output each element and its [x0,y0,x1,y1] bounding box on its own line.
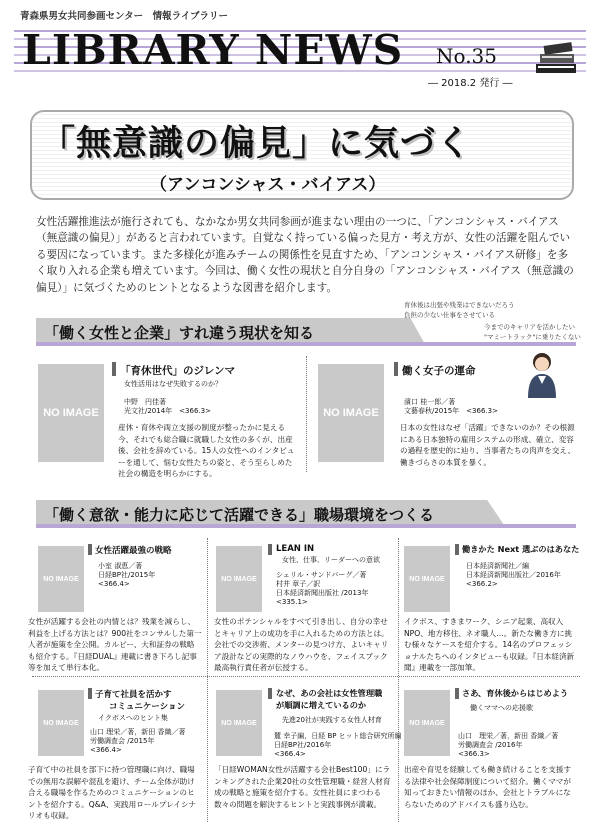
book-callnumber: <366.2> [466,580,498,588]
feature-intro: 女性活躍推進法が施行されても、なかなか男女共同参画が進まない理由の一つに、「アンコンシャス・バイアス（無意識の偏見）」があると言われています。自覚なく持っている偏った見方・考え方が、女性の活躍を阻んでいる要因になっています。また多様化が進みチームの関係性を見直すため、「アンコンシャス・バイアス研修」を多く取り入れる企業も増えています。今回は、働く女性の現状と自分自身の「アンコンシャス・バイアス（無意識の偏見）」に気づくためのヒントとなるような図書を紹介します。 [36,216,574,294]
book-title: 女性活躍最強の戦略 [95,546,172,556]
book-cover-placeholder: NO IMAGE [318,364,384,462]
book-subtitle: 先進20社が実践する女性人材育 [282,716,382,724]
book-publisher: 日本経済新聞出版社 /2013年 [276,589,369,597]
book-description: 女性が活躍する会社の内情とは？残業を減らし、利益を上げる方法とは？900社をコンサルした第一人者が施策を全公開。カルビー、大和証券の戦略も紹介する。『日経DUAL』連載に書き下ろし記事等を加えて単行本化。 [28,617,202,673]
issue-date: ― 2018.2 発行 ― [428,78,513,89]
organization-name: 青森県男女共同参画センター 情報ライブラリー [20,11,229,22]
column-divider [207,538,208,822]
title-marker [394,362,398,376]
book-title: LEAN IN [276,544,315,554]
book-description: 子育て中の社員を部下に持つ管理職に向け、職場での無用な誤解や混乱を避け、チーム全体が助け合える職場を作るためのコミュニケーションのヒントを紹介する。Q&A、実践用ロールプレイシナリオも収録。 [28,765,197,821]
title-marker [455,688,459,699]
book-title: なぜ、あの会社は女性管理職 [276,688,383,698]
feature-headline: 「無意識の偏見」に気づく [40,124,473,164]
books-icon [530,38,582,78]
speech-bubble: 負担の少ない仕事をさせている [404,311,495,319]
speech-bubble: 今までのキャリアを活かしたい [484,323,575,331]
book-author: シェリル・サンドバーグ／著 [276,571,367,579]
column-divider [306,356,307,472]
book-title: 「育休世代」のジレンマ [120,365,235,377]
book-author: 山口 理栄／著，新田 香織／著 [90,728,186,736]
book-author: 中野 円佳著 [124,398,166,406]
book-editor: 麓 幸子編，日経 BP ヒット総合研究所編 [274,732,402,740]
section1-title: 「働く女性と企業」すれ違う現状を知る [44,324,315,342]
book-callnumber: <366.3> [458,750,490,758]
title-marker [88,544,92,555]
book-title: さあ、育休後からはじめよう [462,688,569,698]
book-publisher: 光文社/2014年 <366.3> [124,407,211,415]
book-publisher: 文藝春秋/2015年 <366.3> [404,407,498,415]
title-marker [88,688,92,699]
book-description: イクボス、すきまワーク、シニア起業、高収入NPO、地方移住、ネオ職人…。新たな働き方に挑む様々なケースを紹介する。14名のプロフェッショナルたちへのインタビューも収録。『日本経済新聞』連載を一部加筆。 [404,617,575,673]
book-cover-placeholder: NO IMAGE [216,690,262,756]
speech-bubble: 育休後は出張や残業はできないだろう [404,301,515,309]
book-cover-placeholder: NO IMAGE [404,546,450,612]
book-description: 女性のポテンシャルをすべて引き出し、自分の幸せとキャリア上の成功を手に入れるための方法とは。会社での交渉術、メンターの見つけ方、よいキャリア設計などの実際的なノウハウを、フェイスブック最高執行責任者が伝授する。 [214,617,389,673]
book-publisher: 労働調査会 /2015年 [90,737,155,745]
book-author: 濱口 桂一郎／著 [404,398,456,406]
book-cover-placeholder: NO IMAGE [38,364,104,462]
book-description: 日本の女性はなぜ「活躍」できないのか？その根源にある日本独特の雇用システムの形成、確立、変容の過程を歴史的に辿り、当事者たちの肉声を交え、働きづらさの本質を暴く。 [400,423,576,467]
title-marker [268,688,272,699]
book-author: 小室 淑恵／著 [98,562,143,570]
book-author: 山口 理栄／著，新田 香織／著 [458,732,559,740]
book-publisher: 日経BP社/2016年 [274,741,332,749]
book-title: 働きかた Next 選ぶのはあなた [462,544,580,554]
book-subtitle: イクボスへのヒント集 [98,714,168,722]
book-subtitle: 女性活用はなぜ失敗するのか？ [124,380,222,388]
book-description: 産休・育休や両立支援の制度が整ったかに見える今、それでも総合職に就職した女性の多くが、出産後、会社を辞めている。15人の女性へのインタビューを通して、悩む女性たちの姿と、そう至らしめた社会の構造を明らかにする。 [118,423,295,479]
feature-subheadline: （アンコンシャス・バイアス） [150,175,386,195]
book-publisher: 日本経済新聞出版社／2016年 [466,571,561,579]
book-editor: 日本経済新聞社／編 [466,562,529,570]
speech-bubble: "マミートラック"に乗りたくない [484,333,581,341]
title-marker [112,362,116,376]
book-publisher: 日経BP社/2015年 [98,571,156,579]
masthead-title: LIBRARY NEWS [22,26,404,74]
book-title: 働く女子の運命 [402,365,476,377]
book-subtitle: 働くママへの応援歌 [470,704,533,712]
book-subtitle: 女性、仕事、リーダーへの意欲 [282,556,380,564]
issue-number: No.35 [436,44,497,68]
row-divider [32,676,580,677]
book-callnumber: <366.4> [98,580,130,588]
book-callnumber: <366.4> [274,750,306,758]
column-divider [398,538,399,822]
book-cover-placeholder: NO IMAGE [38,690,84,756]
book-title: 子育て社員を活かす [95,690,172,700]
book-cover-placeholder: NO IMAGE [216,546,262,612]
book-cover-placeholder: NO IMAGE [404,690,450,756]
book-callnumber: <335.1> [276,598,308,606]
title-marker [268,544,272,555]
book-translator: 村井 章子／訳 [276,580,321,588]
book-title-line2: コミュニケーション [109,702,185,712]
book-cover-placeholder: NO IMAGE [38,546,84,612]
title-marker [455,544,459,555]
book-title-line2: が順調に増えているのか [276,700,367,710]
book-description: 「日経WOMAN女性が活躍する会社Best100」にランキングされた企業20社の女性管理職・経営人材育成の戦略と施策を紹介する。女性社員にまつわる数々の問題を解決するヒントと実践事例が満載。 [214,765,391,809]
businesswoman-illustration [522,350,562,398]
book-publisher: 労働調査会 /2016年 [458,741,523,749]
book-description: 出産や育児を経験しても働き続けることを支援する法律や社会保障制度について紹介。働くママが知っておきたい情報のほか、会社とトラブルにならないためのアドバイスも盛り込む。 [404,765,572,809]
book-callnumber: <366.4> [90,746,122,754]
section2-title: 「働く意欲・能力に応じて活躍できる」職場環境をつくる [44,506,435,524]
